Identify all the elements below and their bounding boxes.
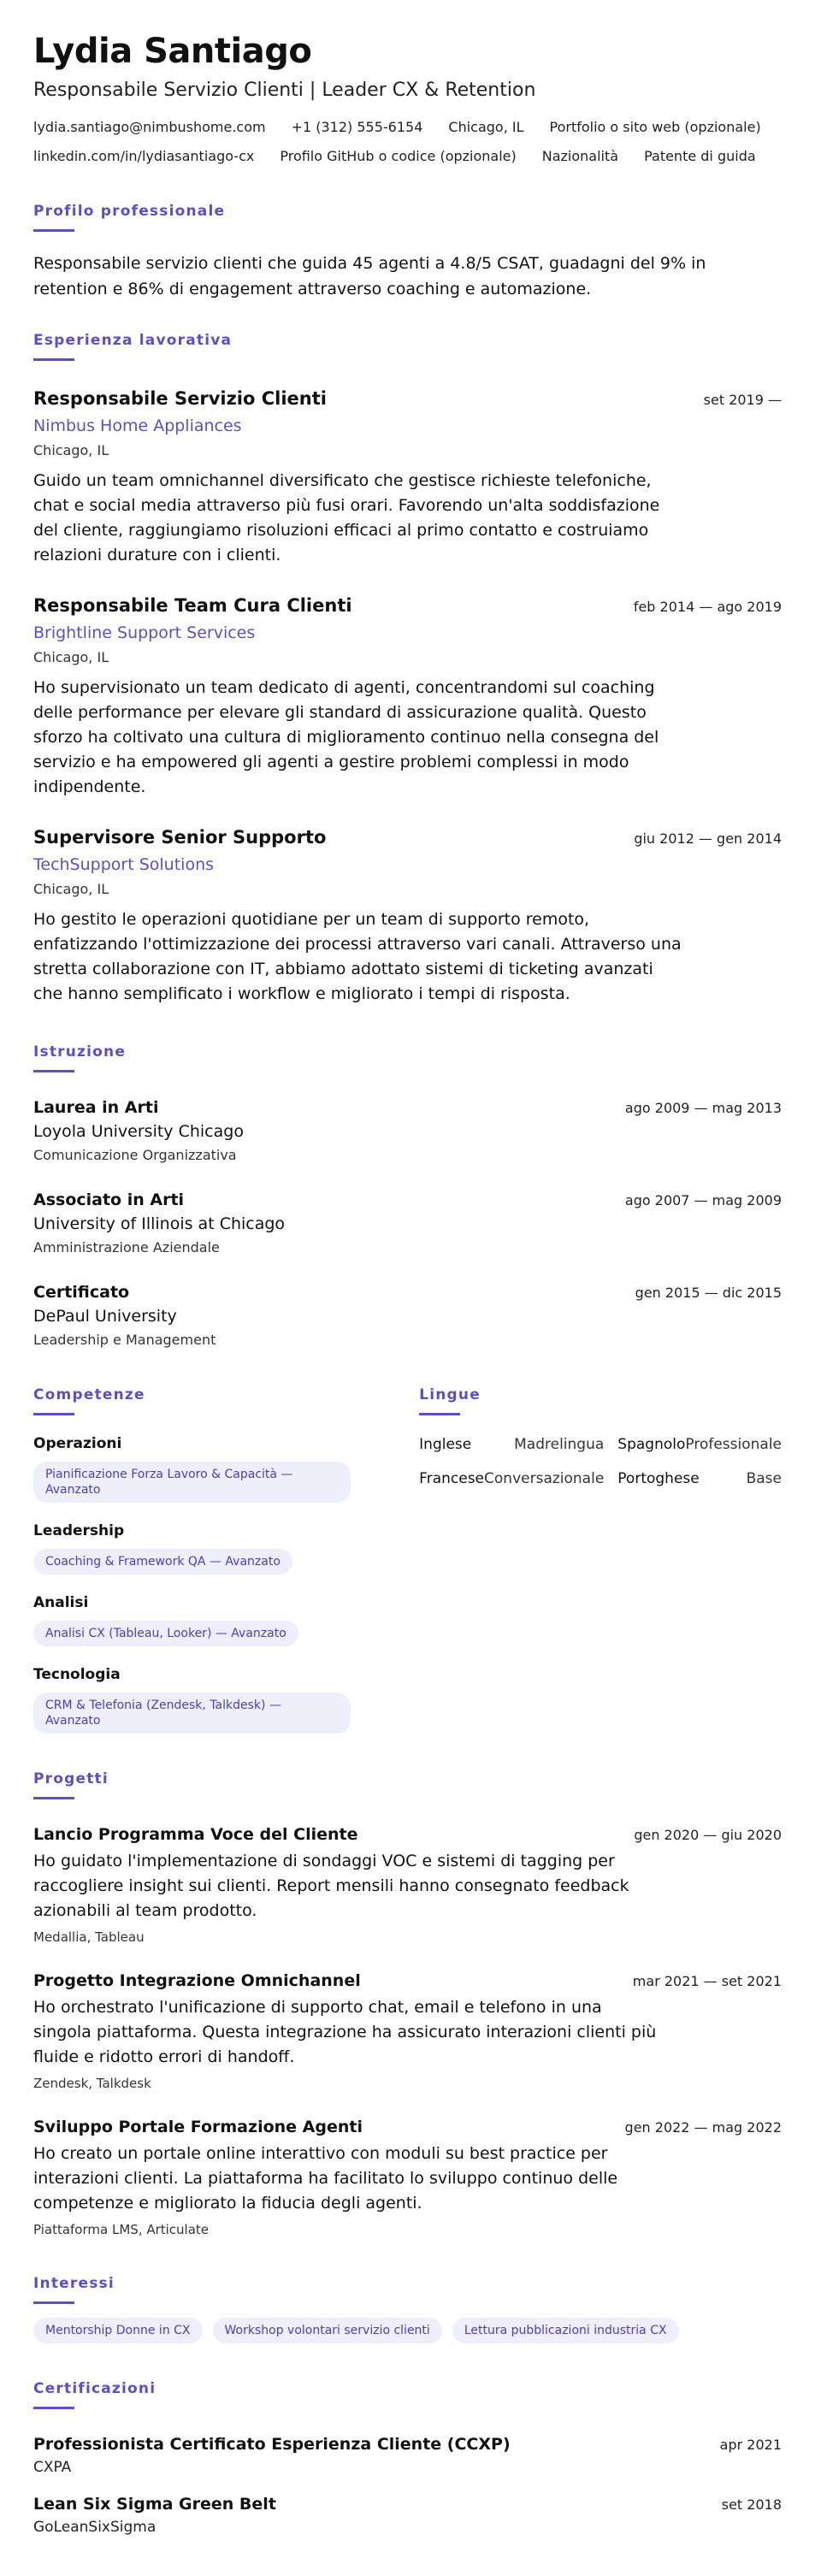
company-name: Nimbus Home Appliances [33, 417, 242, 435]
project-description: Ho creato un portale online interattivo con moduli su best practice per interazioni clienti. La piattaforma ha facilitato lo sviluppo continuo delle competenze e migliorato la fiducia degli agenti. [33, 2144, 618, 2213]
section-title: Certificazioni [33, 2380, 157, 2397]
job-dates: feb 2014 — ago 2019 [633, 599, 782, 615]
degree: Associato in Arti [33, 1191, 185, 1209]
section-divider [33, 1070, 74, 1072]
certification-entry [33, 2433, 782, 2478]
job-location: Chicago, IL [33, 649, 109, 665]
project-tech: Medallia, Tableau [33, 1929, 145, 1945]
section-divider [33, 2407, 74, 2409]
job-title: Responsabile Servizio Clienti [33, 388, 327, 409]
candidate-name: Lydia Santiago [33, 32, 312, 71]
certification-name: Lean Six Sigma Green Belt [33, 2495, 276, 2514]
education-dates: ago 2007 — mag 2009 [624, 1192, 782, 1208]
school-name: DePaul University [33, 1307, 177, 1326]
section-title: Profilo professionale [33, 203, 226, 220]
experience-entry [33, 825, 782, 1007]
language-item [419, 1434, 604, 1455]
section-title: Lingue [419, 1386, 481, 1403]
job-location: Chicago, IL [33, 881, 109, 897]
school-name: University of Illinois at Chicago [33, 1214, 286, 1233]
language-name: Spagnolo [617, 1436, 686, 1453]
school-name: Loyola University Chicago [33, 1122, 244, 1141]
certification-entry [33, 2493, 782, 2538]
education-dates: ago 2009 — mag 2013 [624, 1100, 782, 1116]
skill-chip: CRM & Telefonia (Zendesk, Talkdesk) — Avanzato [33, 1693, 351, 1734]
skill-category: Analisi [33, 1594, 89, 1611]
language-level: Conversazionale [484, 1470, 605, 1487]
skill-category: Operazioni [33, 1435, 122, 1452]
company-name: TechSupport Solutions [33, 855, 215, 874]
certification-name: Professionista Certificato Esperienza Cliente (CCXP) [33, 2435, 511, 2454]
education-entry [33, 1096, 782, 1165]
interests-section [33, 2274, 782, 2343]
job-description: Ho gestito le operazioni quotidiane per un team di supporto remoto, enfatizzando l'ottimizzazione dei processi attraverso vari canali. Attraverso una stretta collaborazione con IT, abbiamo adottato sistemi di ticketing avanzati che hanno semplificato i workflow e migliorato i tempi di risposta. [33, 910, 682, 1003]
experience-entry [33, 387, 782, 568]
resume-header [33, 31, 782, 166]
contact-location: Chicago, IL [448, 119, 524, 135]
language-item [617, 1434, 782, 1455]
project-dates: gen 2020 — giu 2020 [634, 1827, 782, 1843]
contact-info [33, 118, 782, 166]
language-level: Madrelingua [514, 1436, 605, 1453]
skill-chip: Analisi CX (Tableau, Looker) — Avanzato [33, 1621, 298, 1646]
languages-section [419, 1385, 782, 1734]
language-name: Francese [419, 1470, 485, 1487]
section-divider [419, 1413, 460, 1415]
section-title: Interessi [33, 2275, 115, 2292]
contact-nationality: Nazionalità [541, 148, 619, 164]
skills-section [33, 1385, 351, 1734]
language-level: Base [746, 1470, 782, 1487]
section-divider [33, 1413, 74, 1415]
project-entry [33, 1970, 782, 2092]
skill-category: Tecnologia [33, 1666, 121, 1683]
job-dates: set 2019 — [703, 392, 782, 408]
certification-date: set 2018 [721, 2496, 782, 2513]
contact-email[interactable]: lydia.santiago@nimbushome.com [33, 119, 266, 135]
interest-chip: Workshop volontari servizio clienti [213, 2318, 442, 2343]
project-title: Lancio Programma Voce del Cliente [33, 1825, 358, 1844]
section-divider [33, 1797, 74, 1799]
interests-list [33, 2318, 782, 2343]
summary-section [33, 202, 782, 302]
summary-text: Responsabile servizio clienti che guida 45 agenti a 4.8/5 CSAT, guadagni del 9% in retention e 86% di engagement attraverso coaching e automazione. [33, 254, 706, 298]
education-entry [33, 1189, 782, 1257]
education-dates: gen 2015 — dic 2015 [635, 1285, 782, 1301]
experience-entry [33, 594, 782, 800]
section-title: Competenze [33, 1386, 145, 1403]
certification-date: apr 2021 [719, 2437, 782, 2453]
project-description: Ho orchestrato l'unificazione di supporto chat, email e telefono in una singola piattaforma. Questa integrazione ha assicurato interazioni clienti più fluide e ridotto errori di handoff. [33, 1998, 657, 2066]
contact-phone[interactable]: +1 (312) 555-6154 [291, 119, 423, 135]
education-section [33, 1043, 782, 1350]
contact-driving-license: Patente di guida [644, 148, 756, 164]
company-name: Brightline Support Services [33, 623, 256, 642]
project-entry [33, 2116, 782, 2238]
field-of-study: Amministrazione Aziendale [33, 1239, 220, 1256]
candidate-headline: Responsabile Servizio Clienti | Leader CX & Retention [33, 80, 536, 101]
job-location: Chicago, IL [33, 442, 109, 458]
job-description: Guido un team omnichannel diversificato che gestisce richieste telefoniche, chat e social media attraverso più fusi orari. Favorendo un'alta soddisfazione del cliente, raggiungiamo risoluzioni efficaci al primo contatto e costruiamo relazioni durature con i clienti. [33, 471, 660, 564]
project-description: Ho guidato l'implementazione di sondaggi VOC e sistemi di tagging per raccogliere insight sui clienti. Report mensili hanno consegnato feedback azionabili al team prodotto. [33, 1852, 629, 1920]
education-entry [33, 1281, 782, 1350]
certification-issuer: CXPA [33, 2459, 72, 2476]
section-divider [33, 2301, 74, 2304]
skill-chip: Coaching & Framework QA — Avanzato [33, 1549, 292, 1575]
project-title: Sviluppo Portale Formazione Agenti [33, 2118, 363, 2136]
project-entry [33, 1823, 782, 1946]
degree: Laurea in Arti [33, 1098, 159, 1117]
section-title: Esperienza lavorativa [33, 332, 233, 349]
language-level: Professionale [685, 1436, 782, 1453]
skills-languages-row [33, 1385, 782, 1734]
certification-issuer: GoLeanSixSigma [33, 2519, 157, 2536]
projects-section [33, 1770, 782, 2238]
job-title: Supervisore Senior Supporto [33, 827, 327, 848]
skill-chip: Pianificazione Forza Lavoro & Capacità — Avanzato [33, 1462, 351, 1503]
skill-category: Leadership [33, 1522, 125, 1539]
contact-portfolio[interactable]: Portfolio o sito web (opzionale) [549, 119, 761, 135]
project-tech: Zendesk, Talkdesk [33, 2076, 151, 2091]
section-title: Istruzione [33, 1043, 127, 1061]
language-name: Inglese [419, 1436, 472, 1453]
interest-chip: Lettura pubblicazioni industria CX [452, 2318, 679, 2343]
job-dates: giu 2012 — gen 2014 [634, 830, 782, 847]
language-name: Portoghese [617, 1470, 700, 1487]
section-title: Progetti [33, 1770, 109, 1787]
job-title: Responsabile Team Cura Clienti [33, 595, 352, 616]
interest-chip: Mentorship Donne in CX [33, 2318, 203, 2343]
section-divider [33, 358, 74, 361]
language-item [617, 1468, 782, 1489]
contact-github[interactable]: Profilo GitHub o codice (opzionale) [280, 148, 517, 164]
project-dates: gen 2022 — mag 2022 [624, 2119, 782, 2136]
contact-linkedin[interactable]: linkedin.com/in/lydiasantiago-cx [33, 148, 255, 164]
project-tech: Piattaforma LMS, Articulate [33, 2222, 210, 2237]
job-description: Ho supervisionato un team dedicato di agenti, concentrandomi sul coaching delle performance per elevare gli standard di assicurazione qualità. Questo sforzo ha coltivato una cultura di miglioramento continuo nella consegna del servizio e ha empowered gli agenti a gestire problemi complessi in modo indipendente. [33, 678, 659, 796]
section-divider [33, 229, 74, 232]
language-item [419, 1468, 604, 1489]
languages-list [419, 1434, 782, 1503]
field-of-study: Comunicazione Organizzativa [33, 1147, 237, 1163]
field-of-study: Leadership e Management [33, 1332, 216, 1348]
certifications-section [33, 2379, 782, 2538]
degree: Certificato [33, 1283, 130, 1302]
experience-section [33, 331, 782, 1007]
project-dates: mar 2021 — set 2021 [632, 1973, 782, 1989]
project-title: Progetto Integrazione Omnichannel [33, 1971, 361, 1990]
